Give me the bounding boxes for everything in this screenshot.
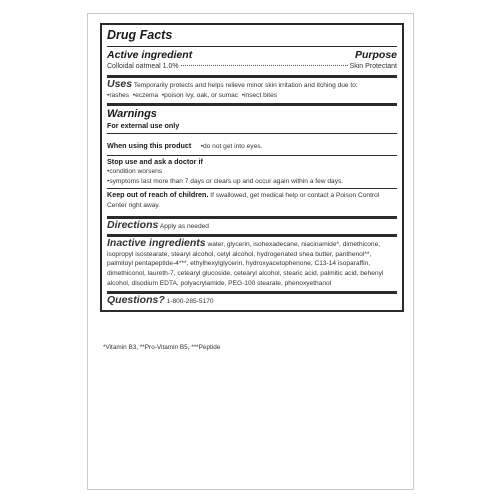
drug-facts-title: Drug Facts: [107, 28, 173, 42]
footnote: *Vitamin B3, **Pro-Vitamin B5, ***Peptide: [103, 344, 221, 351]
uses-item: • poison ivy, oak, or sumac: [162, 92, 238, 99]
when-using-label: When using this product: [107, 141, 192, 151]
active-ingredient-heading: Active ingredient: [107, 49, 193, 61]
keep-out-block: [107, 188, 397, 212]
uses-item: • eczema: [133, 92, 158, 99]
drug-facts-panel: [100, 23, 404, 312]
questions-phone: 1-800-285-5170: [166, 298, 214, 306]
questions-section: [107, 291, 397, 310]
label-page: [87, 13, 414, 490]
stop-use-label: Stop use and ask a doctor if: [107, 157, 203, 167]
title-section: [107, 28, 397, 46]
inactive-ingredients-section: [107, 234, 397, 291]
inactive-ingredients-heading: Inactive ingredients: [107, 237, 206, 250]
keep-out-text: If swallowed, get medical help or contact a Poison Control Center right away.: [107, 192, 380, 209]
inactive-ingredients-text: water, glycerin, isohexadecane, niacinamide*, dimethicone, isopropyl isostearate, stearyl alcohol, cetyl alcohol, hydrogenated shea butter, panthenol**, palmitoyl pentapeptide-4***, ethylhexylglycerin, hydroxyacetophenone, C13-14 isoparaffin, dimethiconol, laureth-7, cetearyl glucoside, cetearyl alcohol, stearic acid, palmitic acid, behenyl alcohol, disodium EDTA, polyacrylamide, PEG-100 stearate, phenoxyethanol: [107, 241, 384, 287]
purpose-heading: Purpose: [354, 49, 397, 61]
uses-heading: Uses: [107, 78, 133, 90]
uses-section: [107, 75, 397, 103]
stop-use-item: • symptoms last more than 7 days or clears up and occur again within a few days.: [107, 178, 343, 185]
active-ingredient-header: [107, 49, 397, 62]
uses-item: • insect bites: [242, 92, 277, 99]
warnings-section: [107, 103, 397, 215]
active-ingredient-name: Colloidal oatmeal 1.0%: [107, 63, 179, 70]
directions-section: [107, 216, 397, 235]
uses-item: • rashes: [107, 92, 129, 99]
directions-text: Apply as needed: [159, 222, 209, 230]
active-ingredient-row: [107, 62, 397, 72]
warnings-heading: Warnings: [107, 108, 157, 121]
uses-intro: Temporarily protects and helps relieve minor skin irritation and itching due to:: [133, 82, 358, 89]
when-using-block: [107, 133, 397, 155]
stop-use-block: [107, 155, 397, 188]
active-ingredient-section: [107, 46, 397, 75]
active-ingredient-purpose: Skin Protectant: [349, 63, 397, 70]
when-using-item: • do not get into eyes.: [201, 143, 263, 150]
keep-out-label: Keep out of reach of children.: [107, 190, 209, 200]
leader-dots: [181, 65, 348, 66]
directions-heading: Directions: [107, 218, 159, 231]
stop-use-item: • condition worsens: [107, 168, 162, 175]
questions-heading: Questions?: [107, 294, 165, 307]
uses-text: [107, 80, 397, 100]
external-use-text: For external use only: [107, 121, 180, 131]
